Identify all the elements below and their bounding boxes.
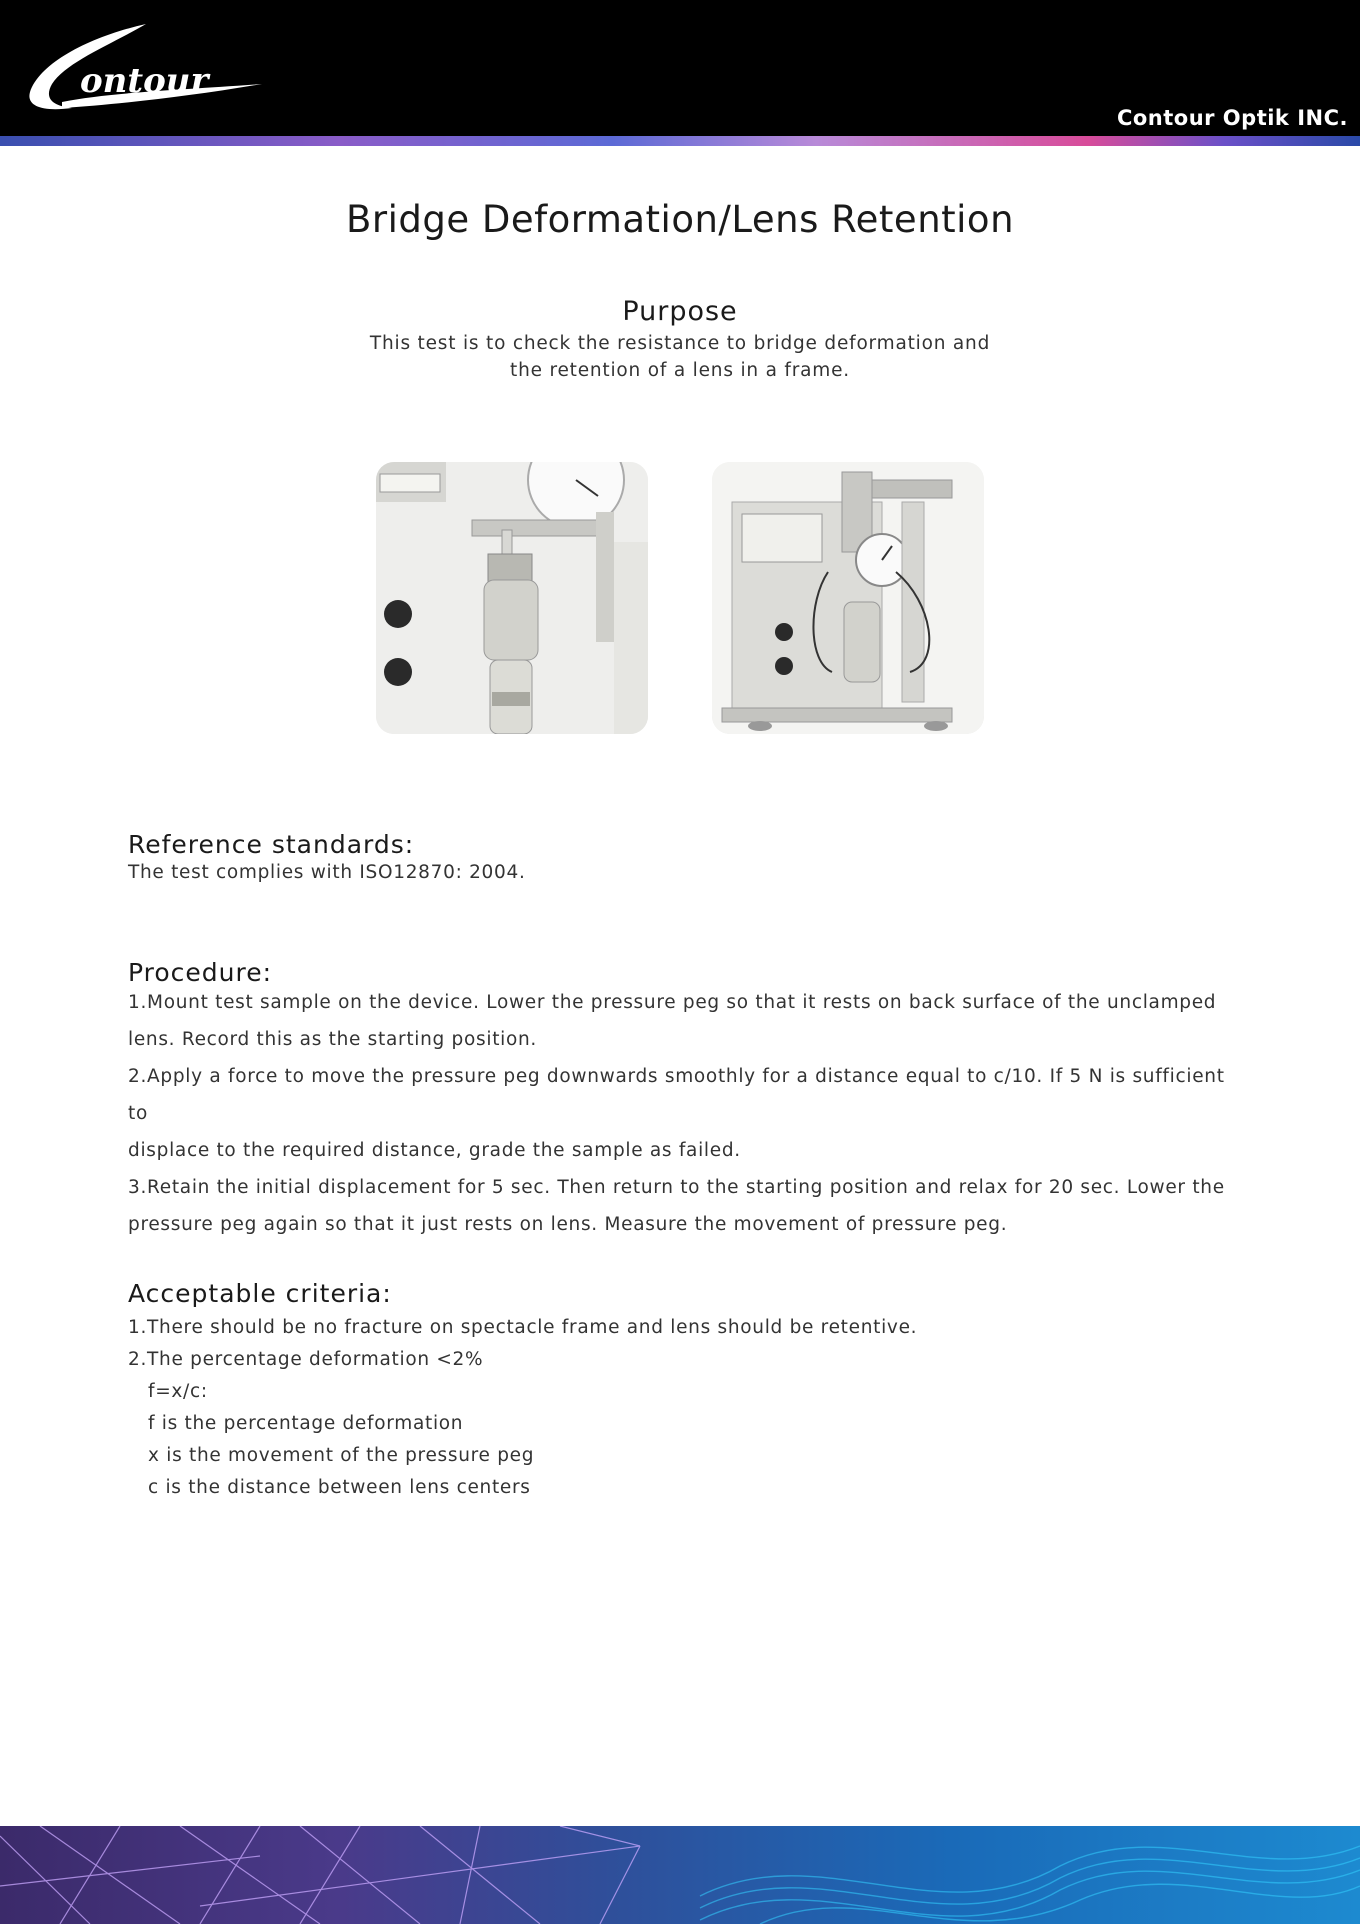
procedure-line: displace to the required distance, grade the sample as failed. — [128, 1140, 741, 1161]
procedure-heading: Procedure: — [128, 958, 273, 987]
header-bar — [0, 0, 1360, 136]
procedure-line: 3.Retain the initial displacement for 5 sec. Then return to the starting position and relax for 20 sec. Lower the — [128, 1177, 1225, 1198]
criteria-line: 1.There should be no fracture on spectacle frame and lens should be retentive. — [128, 1317, 918, 1338]
criteria-line: 2.The percentage deformation <2% — [128, 1349, 484, 1370]
reference-text: The test complies with ISO12870: 2004. — [128, 862, 526, 883]
reference-heading: Reference standards: — [128, 830, 415, 859]
criteria-formula-line: x is the movement of the pressure peg — [148, 1445, 535, 1466]
criteria-formula-line: c is the distance between lens centers — [148, 1477, 531, 1498]
company-name: Contour Optik INC. — [1116, 106, 1348, 130]
purpose-line: This test is to check the resistance to bridge deformation and — [369, 333, 991, 354]
svg-text:ontour: ontour — [80, 61, 209, 101]
page-title: Bridge Deformation/Lens Retention — [345, 198, 1015, 241]
header-gradient-band — [0, 136, 1360, 146]
purpose-heading: Purpose — [622, 296, 738, 327]
test-device-full-photo — [712, 462, 984, 734]
procedure-line: pressure peg again so that it just rests on lens. Measure the movement of pressure peg. — [128, 1214, 1008, 1235]
procedure-list — [128, 984, 1238, 1243]
procedure-line: 2.Apply a force to move the pressure peg downwards smoothly for a distance equal to c/10. If 5 N is sufficient to — [128, 1066, 1225, 1124]
procedure-line: lens. Record this as the starting position. — [128, 1029, 538, 1050]
contour-logo — [22, 22, 270, 114]
purpose-line: the retention of a lens in a frame. — [510, 360, 850, 381]
footer-decorative-band — [0, 1826, 1360, 1924]
criteria-formula-line: f is the percentage deformation — [148, 1413, 464, 1434]
test-device-closeup-photo — [376, 462, 648, 734]
criteria-formula-line: f=x/c: — [148, 1381, 208, 1402]
criteria-heading: Acceptable criteria: — [128, 1279, 392, 1308]
criteria-list — [128, 1312, 1238, 1504]
procedure-line: 1.Mount test sample on the device. Lower the pressure peg so that it rests on back surface of the unclamped — [128, 992, 1217, 1013]
purpose-text — [330, 330, 1030, 384]
